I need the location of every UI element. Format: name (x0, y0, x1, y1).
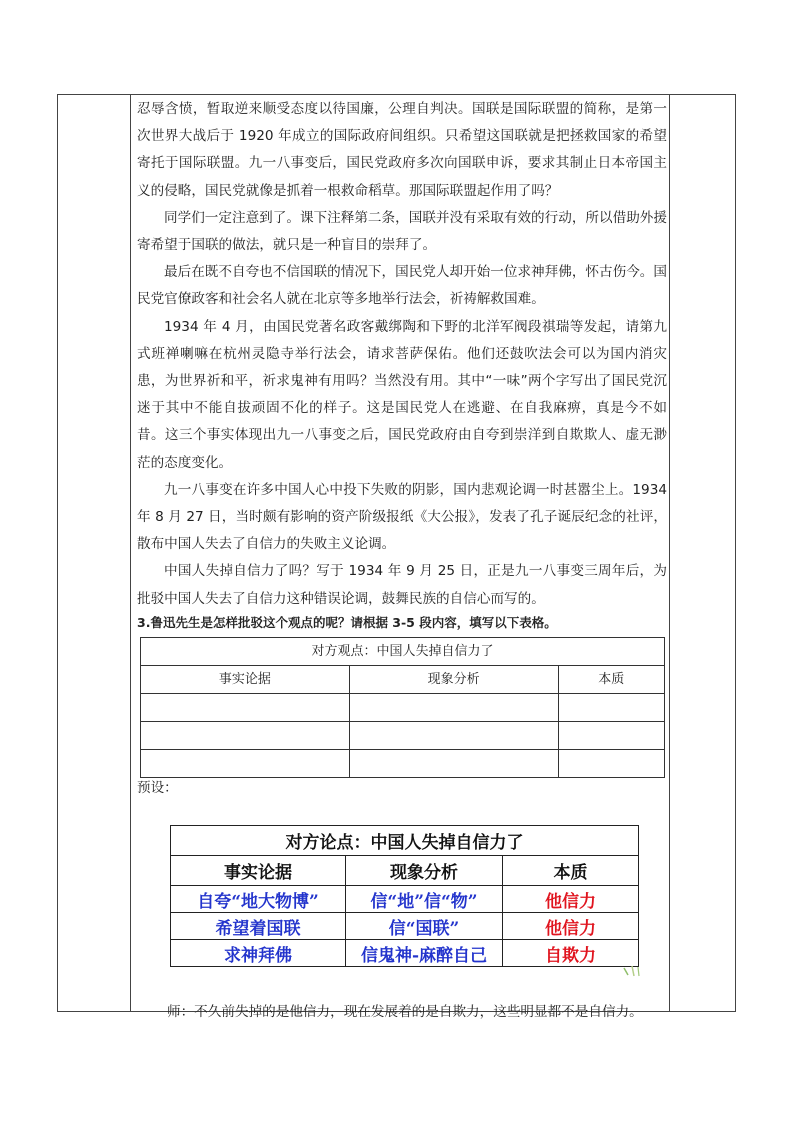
answer-evidence: 自夸“地大物博” (171, 886, 346, 913)
blank-cell[interactable] (349, 750, 558, 778)
answer-analysis: 信鬼神-麻醉自己 (346, 940, 503, 967)
answer-essence: 他信力 (503, 913, 639, 940)
blank-cell[interactable] (558, 722, 664, 750)
lesson-content (137, 96, 667, 798)
blank-table-row (141, 750, 665, 778)
answer-analysis: 信“地”信“物” (346, 886, 503, 913)
blank-table-title: 对方观点：中国人失掉自信力了 (141, 637, 665, 665)
answer-analysis: 信“国联” (346, 913, 503, 940)
blank-cell[interactable] (141, 750, 350, 778)
paragraph-pessimism: 九一八事变在许多中国人心中投下失败的阴影，国内悲观论调一时甚嚣尘上。1934 年 8 月 27 日，当时颇有影响的资产阶级报纸《大公报》，发表了孔子诞辰纪念的社评，散布中国人失去了自信力的失败主义论调。 (137, 481, 667, 553)
column-divider-right (669, 95, 670, 1011)
blank-cell[interactable] (558, 750, 664, 778)
answer-row (171, 940, 639, 967)
answer-row (171, 886, 639, 913)
blank-cell[interactable] (141, 694, 350, 722)
blank-cell[interactable] (349, 722, 558, 750)
decorative-check-icon (623, 964, 645, 978)
blank-fill-table (140, 637, 665, 778)
paragraph-1934-april: 1934 年 4 月，由国民党著名政客戴绑陶和下野的北洋军阀段祺瑞等发起，请第九式班禅喇嘛在杭州灵隐寺举行法会，请求菩萨保佑。他们还鼓吹法会可以为国内消灾患，为世界祈和平，祈求鬼神有用吗？当然没有用。其中“一味”两个字写出了国民党沉迷于其中不能自拔顽固不化的样子。这是国民党人在逃避、在自我麻痹，真是今不如昔。这三个事实体现出九一八事变之后，国民党政府由自夸到崇洋到自欺欺人、虚无渺茫的态度变化。 (137, 318, 667, 471)
preset-label: 预设： (137, 780, 178, 797)
paragraph-guolian: 忍辱含愤，暂取逆来顺受态度以待国廉，公理自判决。国联是国际联盟的简称，是第一次世界大战后于 1920 年成立的国际政府间组织。只希望这国联就是把拯救国家的希望寄托于国际联盟。九一八事变后，国民党政府多次向国联申诉，要求其制止日本帝国主义的侵略，国民党就像是抓着一根救命稻草。那国际联盟起作用了吗？ (137, 101, 667, 199)
answer-evidence: 求神拜佛 (171, 940, 346, 967)
answer-essence: 他信力 (503, 886, 639, 913)
answer-header-analysis: 现象分析 (346, 856, 503, 886)
answer-table (170, 825, 639, 967)
answer-row (171, 913, 639, 940)
blank-table-row (141, 722, 665, 750)
blank-cell[interactable] (141, 722, 350, 750)
answer-essence: 自欺力 (503, 940, 639, 967)
answer-evidence: 希望着国联 (171, 913, 346, 940)
blank-table-row (141, 694, 665, 722)
paragraph-annotation: 同学们一定注意到了。课下注释第二条，国联并没有采取有效的行动，所以借助外援寄希望于国联的做法，就只是一种盲目的崇拜了。 (137, 209, 667, 254)
question-3: 3.鲁迅先生是怎样批驳这个观点的呢？请根据 3-5 段内容，填写以下表格。 (137, 614, 557, 630)
blank-table-header-essence: 本质 (558, 666, 664, 694)
paragraph-written-date: 中国人失掉自信力了吗？写于 1934 年 9 月 25 日，正是九一八事变三周年后，为批驳中国人失去了自信力这种错误论调，鼓舞民族的自信心而写的。 (137, 563, 667, 607)
answer-header-evidence: 事实论据 (171, 856, 346, 886)
column-divider-left (130, 95, 131, 1011)
teacher-closing: 师：不久前失掉的是他信力，现在发展着的是自欺力，这些明显都不是自信力。 (167, 1003, 643, 1020)
blank-table-header-analysis: 现象分析 (349, 666, 558, 694)
blank-table-header-evidence: 事实论据 (141, 666, 350, 694)
paragraph-worship: 最后在既不自夸也不信国联的情况下，国民党人却开始一位求神拜佛，怀古伤今。国民党官僚政客和社会名人就在北京等多地举行法会，祈祷解救国难。 (137, 264, 667, 308)
blank-cell[interactable] (349, 694, 558, 722)
answer-header-essence: 本质 (503, 856, 639, 886)
answer-table-title: 对方论点：中国人失掉自信力了 (171, 826, 639, 856)
blank-cell[interactable] (558, 694, 664, 722)
